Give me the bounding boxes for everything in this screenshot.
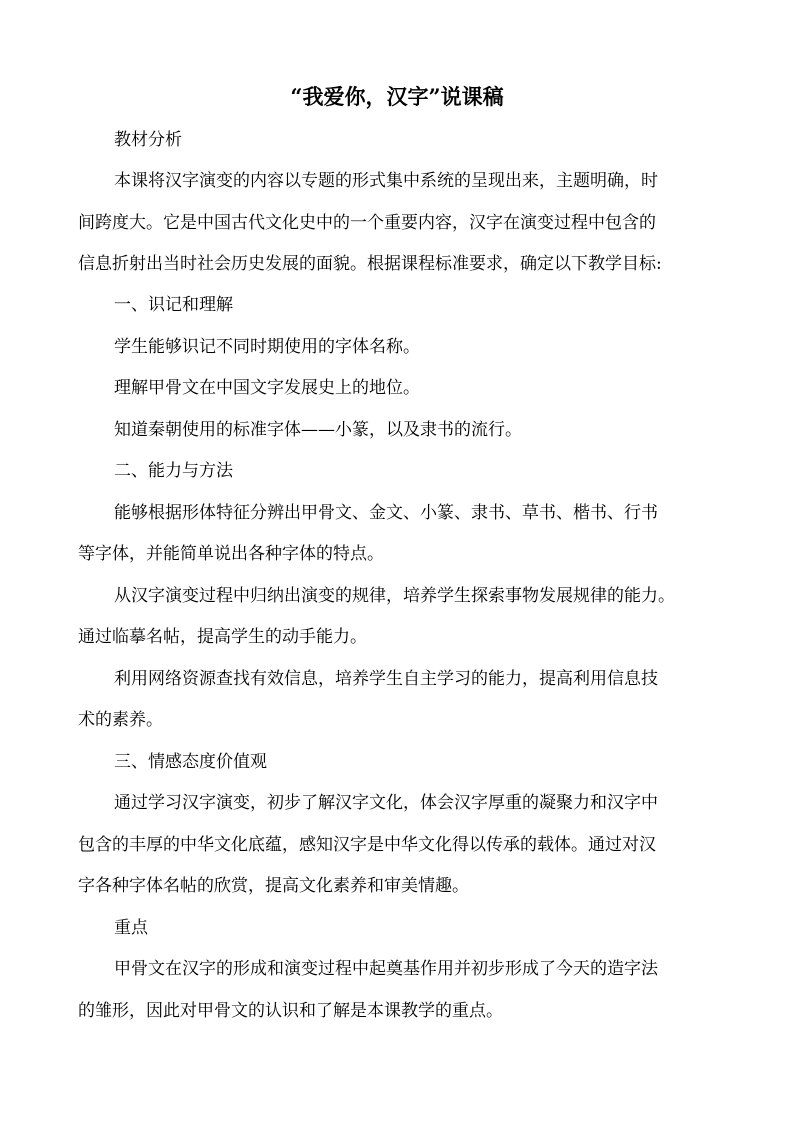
paragraph-line: 利用网络资源查找有效信息，培养学生自主学习的能力，提高利用信息技 <box>114 669 658 689</box>
section-heading-key-point: 重点 <box>114 918 148 938</box>
paragraph-line: 知道秦朝使用的标准字体——小篆，以及隶书的流行。 <box>114 420 522 440</box>
paragraph-line: 理解甲骨文在中国文字发展史上的地位。 <box>114 378 420 398</box>
section-heading-values: 三、情感态度价值观 <box>114 752 267 772</box>
paragraph-line: 间跨度大。它是中国古代文化史中的一个重要内容，汉字在演变过程中包含的 <box>78 213 656 233</box>
paragraph-line: 包含的丰厚的中华文化底蕴，感知汉字是中华文化得以传承的载体。通过对汉 <box>78 835 656 855</box>
document-title: “我爱你，汉字”说课稿 <box>290 84 504 109</box>
section-heading-textbook-analysis: 教材分析 <box>114 130 182 150</box>
paragraph-line: 字各种字体名帖的欣赏，提高文化素养和审美情趣。 <box>78 876 469 896</box>
paragraph-line: 能够根据形体特征分辨出甲骨文、金文、小篆、隶书、草书、楷书、行书 <box>114 503 658 523</box>
paragraph-line: 术的素养。 <box>78 710 163 730</box>
paragraph-line: 本课将汉字演变的内容以专题的形式集中系统的呈现出来，主题明确，时 <box>114 171 658 191</box>
section-heading-ability: 二、能力与方法 <box>114 461 233 481</box>
paragraph-line: 通过学习汉字演变，初步了解汉字文化，体会汉字厚重的凝聚力和汉字中 <box>114 793 658 813</box>
section-heading-knowledge: 一、识记和理解 <box>114 295 233 315</box>
paragraph-line: 的雏形，因此对甲骨文的认识和了解是本课教学的重点。 <box>78 1001 503 1021</box>
paragraph-line: 从汉字演变过程中归纳出演变的规律，培养学生探索事物发展规律的能力。 <box>114 586 675 606</box>
paragraph-line: 学生能够识记不同时期使用的字体名称。 <box>114 337 420 357</box>
paragraph-line: 等字体，并能简单说出各种字体的特点。 <box>78 544 384 564</box>
paragraph-line: 信息折射出当时社会历史发展的面貌。根据课程标准要求，确定以下教学目标: <box>78 254 662 274</box>
paragraph-line: 甲骨文在汉字的形成和演变过程中起奠基作用并初步形成了今天的造字法 <box>114 959 658 979</box>
paragraph-line: 通过临摹名帖，提高学生的动手能力。 <box>78 627 367 647</box>
